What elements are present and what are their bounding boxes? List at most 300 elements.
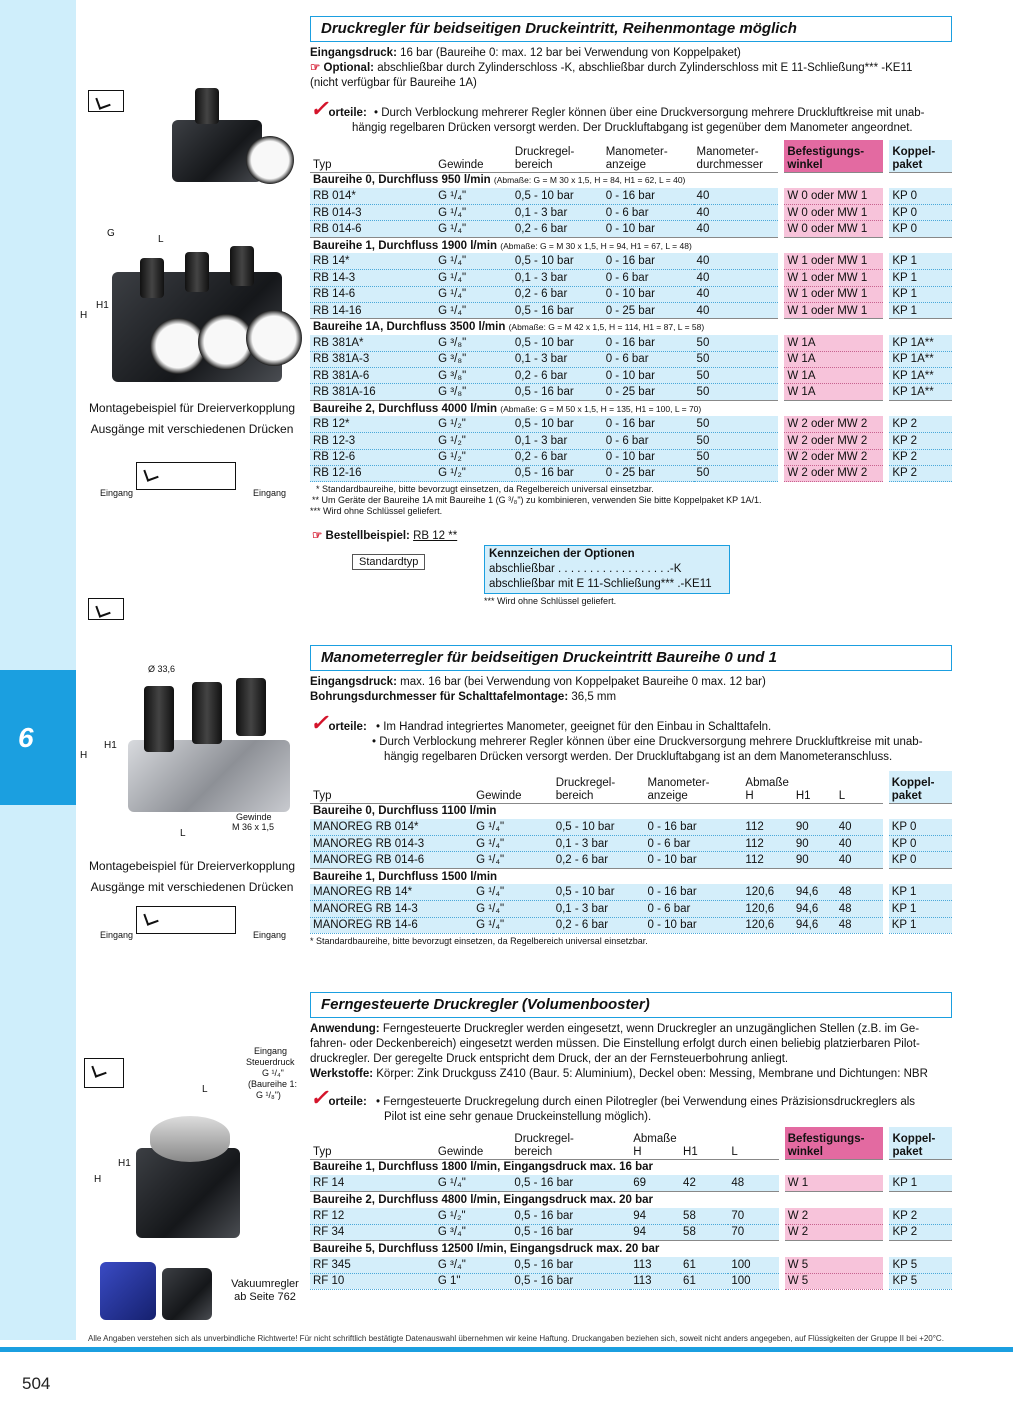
table-row[interactable] (310, 901, 952, 917)
cell-anzeige: 0 - 10 bar (603, 221, 694, 237)
cell-h: 69 (630, 1175, 680, 1191)
cell-l: 70 (728, 1224, 778, 1240)
cell-paket: KP 1A** (889, 384, 952, 400)
table-row[interactable] (310, 433, 952, 449)
cell-typ: RB 14* (310, 253, 435, 269)
col-bereich: Druckregel- bereich (514, 145, 575, 171)
table-row[interactable] (310, 270, 952, 286)
bohrung-label: Bohrungsdurchmesser für Schalttafelmontage: (310, 691, 569, 703)
group-header-row (310, 319, 952, 335)
col-paket: Koppel- paket (889, 140, 952, 172)
mounting-caption-2: Ausgänge mit verschiedenen Drücken (90, 880, 294, 894)
cell-anzeige: 0 - 25 bar (603, 302, 694, 318)
group-header-row (310, 172, 952, 188)
footnote-3: *** Wird ohne Schlüssel geliefert. (310, 506, 443, 517)
cell-winkel: W 1 (785, 1175, 884, 1191)
cell-gewinde: G ¹/₄" (435, 221, 512, 237)
group-header-row (310, 400, 952, 416)
cell-bereich: 0,2 - 6 bar (553, 917, 645, 933)
optional-text: abschließbar durch Zylinderschloss -K, abschließbar durch Zylinderschloss mit E 11-Schließung*** -KE11 (377, 62, 913, 74)
cell-winkel: W 2 (785, 1208, 884, 1224)
cell-winkel: W 1 oder MW 1 (784, 270, 883, 286)
mounting-caption-1: Montagebeispiel für Dreierverkopplung (88, 859, 296, 873)
cell-anzeige: 0 - 25 bar (603, 384, 694, 400)
col-typ: Typ (313, 789, 332, 802)
cell-bereich: 0,5 - 10 bar (512, 416, 603, 432)
cell-l: 100 (728, 1257, 778, 1273)
cell-winkel: W 1 oder MW 1 (784, 302, 883, 318)
cell-paket: KP 1A** (889, 351, 952, 367)
cell-paket: KP 2 (889, 465, 952, 481)
cell-winkel: W 0 oder MW 1 (784, 188, 883, 204)
section-title: Ferngesteuerte Druckregler (Volumenbooster) (310, 992, 952, 1018)
footnote-2: ** Um Geräte der Baureihe 1A mit Baureihe 1 (G ³/₈") zu kombinieren, verwenden Sie bitte Koppelpaket KP 1A/1. (312, 495, 762, 506)
cell-typ: RF 10 (310, 1273, 435, 1289)
cell-typ: MANOREG RB 14-3 (310, 901, 473, 917)
manometer-gauge-icon (246, 136, 294, 184)
table-row[interactable] (310, 1224, 952, 1240)
cell-typ: MANOREG RB 014-6 (310, 852, 473, 868)
table-row[interactable] (310, 286, 952, 302)
cell-durchmesser: 50 (694, 368, 779, 384)
cell-gewinde: G ³/₈" (435, 384, 512, 400)
group-title: Baureihe 0, Durchfluss 950 l/min (Abmaße: G = M 30 x 1,5, H = 84, H1 = 62, L = 40) (310, 172, 778, 188)
dim-label-h: H (80, 310, 88, 321)
table-row[interactable] (310, 253, 952, 269)
dim-label-h1: H1 (96, 300, 109, 311)
eingang-label: Eingang (254, 1046, 288, 1056)
cell-winkel: W 1A (784, 368, 883, 384)
booster-cover-icon (150, 1116, 230, 1162)
cell-bereich: 0,5 - 16 bar (512, 384, 603, 400)
cell-paket: KP 1 (889, 1175, 952, 1191)
cell-gewinde: G ¹/₂" (435, 433, 512, 449)
cell-gewinde: G ³/₈" (435, 368, 512, 384)
cell-h: 112 (742, 852, 792, 868)
dim-label-h: H (80, 750, 88, 761)
baureihe-thread: G ¹/₈") (256, 1090, 281, 1100)
col-typ: Typ (313, 1145, 332, 1158)
cell-typ: RF 34 (310, 1224, 435, 1240)
cell-winkel: W 1A (784, 335, 883, 351)
group-header-row (310, 1192, 952, 1208)
cell-h1: 58 (680, 1224, 728, 1240)
cell-gewinde: G ¹/₄" (435, 188, 512, 204)
cell-gewinde: G ¹/₄" (435, 253, 512, 269)
group-header-row (310, 803, 952, 819)
cell-h1: 94,6 (793, 884, 836, 900)
cell-paket: KP 0 (889, 819, 952, 835)
regulator-knob-icon (144, 686, 174, 752)
col-anzeige: Manometer- anzeige (647, 776, 710, 802)
disclaimer-footer: Alle Angaben verstehen sich als unverbindliche Richtwerte! Für nicht schriftlich bestätigte Datenauswahl übernehmen wir keine Haftung. Druckangaben beziehen sich, soweit nicht anders angegeben, auf Flüssigkeiten der Gruppe II bei +20°C. (88, 1334, 944, 1343)
booster-symbol-icon (84, 1058, 124, 1088)
dim-label-h: H (94, 1174, 102, 1185)
cell-gewinde: G ³/₄" (435, 1257, 512, 1273)
werkstoffe-text: Körper: Zink Druckguss Z410 (Baur. 5: Aluminium), Deckel oben: Messing, Membrane und Dichtungen: NBR (376, 1068, 928, 1080)
eingang-right-label: Eingang (253, 488, 287, 498)
vorteile-text-1: • Im Handrad integriertes Manometer, geeignet für den Einbau in Schalttafeln. (375, 721, 772, 733)
table-row[interactable] (310, 1273, 952, 1289)
checkmark-icon: ✓ (310, 96, 329, 121)
cell-bereich: 0,5 - 16 bar (511, 1208, 630, 1224)
cell-durchmesser: 50 (694, 449, 779, 465)
cell-anzeige: 0 - 16 bar (603, 188, 694, 204)
cell-h1: 61 (680, 1273, 728, 1289)
cell-anzeige: 0 - 10 bar (645, 917, 743, 933)
table-row[interactable] (310, 302, 952, 318)
cell-anzeige: 0 - 6 bar (645, 901, 743, 917)
bestell-value: RB 12 ** (413, 530, 458, 542)
group-title: Baureihe 5, Durchfluss 12500 l/min, Eingangsdruck max. 20 bar (310, 1240, 779, 1256)
cell-winkel: W 2 oder MW 2 (784, 416, 883, 432)
cell-paket: KP 2 (889, 1224, 952, 1240)
section-manometerregler (310, 645, 952, 947)
col-h1: H1 (683, 1145, 698, 1158)
col-l: L (838, 789, 846, 802)
cell-h: 94 (630, 1208, 680, 1224)
cell-paket: KP 1 (889, 884, 952, 900)
cell-typ: RB 381A-6 (310, 368, 435, 384)
vorteile-text-3: hängig regelbaren Drücken versorgt werden. Der Druckluftabgang ist an dem Manometeranschluss. (384, 751, 893, 763)
pointing-hand-icon: ☞ (312, 530, 323, 542)
product-table-rf (310, 1127, 952, 1290)
table-row[interactable] (310, 1208, 952, 1224)
eingangsdruck-line (310, 46, 952, 61)
table-row[interactable] (310, 384, 952, 400)
cell-bereich: 0,1 - 3 bar (512, 270, 603, 286)
dim-diameter: Ø 33,6 (148, 664, 176, 674)
vorteile-block (310, 710, 952, 765)
table-row[interactable] (310, 368, 952, 384)
cell-gewinde: G ¹/₂" (435, 465, 512, 481)
cell-winkel: W 5 (785, 1273, 884, 1289)
table-row[interactable] (310, 852, 952, 868)
col-l: L (731, 1145, 738, 1158)
group-header-row (310, 237, 952, 253)
cell-paket: KP 0 (889, 221, 952, 237)
table-row[interactable] (310, 884, 952, 900)
vorteile-text-1: • Ferngesteuerte Druckregelung durch einen Pilotregler (bei Verwendung eines Präzisionsdruckreglers als (375, 1096, 916, 1108)
gewinde-value: M 36 x 1,5 (232, 822, 275, 832)
mounting-caption-1: Montagebeispiel für Dreierverkopplung (88, 401, 296, 415)
eingangsdruck-line (310, 675, 952, 690)
product-image-vacuum-black (162, 1268, 212, 1320)
table-row[interactable] (310, 1257, 952, 1273)
cell-typ: RB 014* (310, 188, 435, 204)
cell-anzeige: 0 - 16 bar (645, 819, 743, 835)
cell-anzeige: 0 - 6 bar (603, 433, 694, 449)
optional-line (310, 61, 952, 76)
cell-paket: KP 5 (889, 1273, 952, 1289)
group-title: Baureihe 2, Durchfluss 4000 l/min (Abmaße: G = M 50 x 1,5, H = 135, H1 = 100, L = 70) (310, 400, 778, 416)
optionen-note: *** Wird ohne Schlüssel geliefert. (484, 596, 617, 606)
table-row[interactable] (310, 917, 952, 933)
cell-l: 100 (728, 1273, 778, 1289)
cell-gewinde: G ¹/₄" (473, 852, 553, 868)
werkstoffe-label: Werkstoffe: (310, 1068, 374, 1080)
table-row[interactable] (310, 351, 952, 367)
section-title: Manometerregler für beidseitigen Druckeintritt Baureihe 0 und 1 (310, 645, 952, 671)
cell-paket: KP 1 (889, 253, 952, 269)
pointing-hand-icon: ☞ (310, 62, 321, 74)
cell-bereich: 0,1 - 3 bar (553, 901, 645, 917)
dim-label-g: G (107, 228, 115, 239)
cell-durchmesser: 40 (694, 253, 779, 269)
cell-h1: 90 (793, 819, 836, 835)
cell-h1: 94,6 (793, 917, 836, 933)
col-h: Abmaße H (633, 1132, 677, 1158)
cell-gewinde: G ¹/₄" (435, 205, 512, 221)
optional-label: Optional: (323, 62, 374, 74)
group-title: Baureihe 1, Durchfluss 1500 l/min (310, 868, 883, 884)
steuer-thread-label: G ¹/₄" (262, 1068, 284, 1078)
cell-paket: KP 0 (889, 205, 952, 221)
cell-h: 120,6 (742, 917, 792, 933)
cell-l: 70 (728, 1208, 778, 1224)
regulator-knob-icon (192, 682, 222, 744)
cell-h: 120,6 (742, 884, 792, 900)
cell-gewinde: G ¹/₂" (435, 1208, 512, 1224)
col-durchmesser: Manometer- durchmesser (696, 145, 764, 171)
eingang-left-label: Eingang (100, 488, 134, 498)
table-row[interactable] (310, 188, 952, 204)
checkmark-icon: ✓ (310, 710, 329, 735)
cell-winkel: W 1A (784, 384, 883, 400)
cell-typ: MANOREG RB 14-6 (310, 917, 473, 933)
cell-durchmesser: 50 (694, 465, 779, 481)
cell-gewinde: G ¹/₄" (473, 901, 553, 917)
cell-gewinde: G ¹/₄" (473, 836, 553, 852)
cell-h1: 90 (793, 836, 836, 852)
cell-l: 48 (836, 917, 883, 933)
table-row[interactable] (310, 416, 952, 432)
cell-winkel: W 0 oder MW 1 (784, 205, 883, 221)
chapter-number: 6 (18, 722, 34, 753)
eingangsdruck-label: Eingangsdruck: (310, 47, 397, 59)
option-ke11: abschließbar mit E 11-Schließung*** .-KE11 (489, 578, 712, 590)
cell-winkel: W 2 oder MW 2 (784, 433, 883, 449)
cell-anzeige: 0 - 6 bar (603, 205, 694, 221)
cell-bereich: 0,5 - 10 bar (512, 253, 603, 269)
cell-durchmesser: 40 (694, 286, 779, 302)
optionen-box (484, 545, 730, 594)
cell-l: 40 (836, 819, 883, 835)
cell-gewinde: G ¹/₂" (435, 416, 512, 432)
cell-typ: RB 381A-16 (310, 384, 435, 400)
cell-winkel: W 5 (785, 1257, 884, 1273)
table-row[interactable] (310, 465, 952, 481)
eingang-left-label: Eingang (100, 930, 134, 940)
regulator-symbol-icon (88, 598, 124, 620)
cell-anzeige: 0 - 10 bar (603, 368, 694, 384)
cell-gewinde: G ¹/₄" (473, 884, 553, 900)
group-title: Baureihe 1A, Durchfluss 3500 l/min (Abmaße: G = M 42 x 1,5, H = 114, H1 = 87, L = 58) (310, 319, 778, 335)
cell-bereich: 0,5 - 16 bar (512, 465, 603, 481)
standardtyp-box: Standardtyp (352, 554, 425, 570)
cell-anzeige: 0 - 16 bar (603, 416, 694, 432)
cell-paket: KP 2 (889, 416, 952, 432)
cell-paket: KP 0 (889, 852, 952, 868)
regulator-knob-icon (185, 252, 209, 292)
cell-typ: RB 014-6 (310, 221, 435, 237)
cell-typ: RF 12 (310, 1208, 435, 1224)
cell-bereich: 0,1 - 3 bar (512, 205, 603, 221)
cell-typ: RB 12-3 (310, 433, 435, 449)
col-gewinde: Gewinde (476, 789, 522, 802)
col-bereich: Druckregel- bereich (514, 1132, 574, 1158)
footnote-1: * Standardbaureihe, bitte bevorzugt einsetzen, da Regelbereich universal einsetzbar. (310, 935, 648, 946)
chapter-tab[interactable] (0, 670, 76, 805)
gewinde-label: Gewinde (236, 812, 272, 822)
cell-bereich: 0,5 - 10 bar (553, 884, 645, 900)
bohrung-value: 36,5 mm (571, 691, 617, 703)
triple-coupling-symbol-icon (136, 462, 236, 490)
section-title: Druckregler für beidseitigen Druckeintritt, Reihenmontage möglich (310, 16, 952, 42)
cell-bereich: 0,1 - 3 bar (512, 351, 603, 367)
col-gewinde: Gewinde (437, 1145, 484, 1158)
product-table-rb (310, 140, 952, 482)
triple-coupling-symbol-icon (136, 906, 236, 934)
cell-h: 112 (742, 819, 792, 835)
bottom-bar (0, 1347, 1013, 1352)
col-paket: Koppel- paket (889, 771, 952, 803)
cell-gewinde: G ¹/₄" (473, 917, 553, 933)
table-row[interactable] (310, 335, 952, 351)
cell-durchmesser: 50 (694, 335, 779, 351)
cell-winkel: W 0 oder MW 1 (784, 221, 883, 237)
cell-bereich: 0,2 - 6 bar (512, 449, 603, 465)
dim-label-h1: H1 (118, 1158, 131, 1169)
cell-gewinde: G ¹/₄" (435, 302, 512, 318)
cell-typ: RF 345 (310, 1257, 435, 1273)
anwendung-label: Anwendung: (310, 1023, 380, 1035)
col-winkel: Befestigungs- winkel (785, 1127, 884, 1159)
group-header-row (310, 1240, 952, 1256)
cell-typ: RB 14-3 (310, 270, 435, 286)
cell-typ: RB 12* (310, 416, 435, 432)
cell-bereich: 0,5 - 16 bar (512, 302, 603, 318)
cell-h: 112 (742, 836, 792, 852)
dim-label-h1: H1 (104, 740, 117, 751)
cell-bereich: 0,2 - 6 bar (512, 286, 603, 302)
cell-h1: 61 (680, 1257, 728, 1273)
cell-anzeige: 0 - 6 bar (645, 836, 743, 852)
optional-text-2: (nicht verfügbar für Baureihe 1A) (310, 77, 477, 89)
cell-paket: KP 2 (889, 449, 952, 465)
cell-winkel: W 1 oder MW 1 (784, 253, 883, 269)
cell-winkel: W 2 oder MW 2 (784, 449, 883, 465)
cell-h: 94 (630, 1224, 680, 1240)
table-row[interactable] (310, 205, 952, 221)
cell-h: 120,6 (742, 901, 792, 917)
cell-typ: RF 14 (310, 1175, 435, 1191)
dim-label-l: L (158, 234, 164, 245)
eingangsdruck-label: Eingangsdruck: (310, 676, 397, 688)
cell-h1: 94,6 (793, 901, 836, 917)
vakuum-caption-2: ab Seite 762 (234, 1291, 296, 1303)
group-title: Baureihe 0, Durchfluss 1100 l/min (310, 803, 883, 819)
anwendung-line (310, 1022, 952, 1037)
cell-paket: KP 5 (889, 1257, 952, 1273)
cell-gewinde: G ¹/₄" (435, 286, 512, 302)
cell-paket: KP 1 (889, 917, 952, 933)
cell-bereich: 0,1 - 3 bar (553, 836, 645, 852)
col-anzeige: Manometer- anzeige (605, 145, 668, 171)
cell-gewinde: G 1" (435, 1273, 512, 1289)
vorteile-label: orteile: (328, 107, 367, 119)
table-row[interactable] (310, 221, 952, 237)
cell-bereich: 0,5 - 16 bar (511, 1273, 630, 1289)
optionen-title: Kennzeichen der Optionen (489, 548, 635, 560)
col-winkel: Befestigungs- winkel (784, 140, 883, 172)
vorteile-text-2: • Durch Verblockung mehrerer Regler können über eine Druckversorgung mehrere Druckluftkreise mit unab- (372, 736, 923, 748)
cell-h1: 90 (793, 852, 836, 868)
cell-anzeige: 0 - 6 bar (603, 351, 694, 367)
cell-typ: RB 381A* (310, 335, 435, 351)
cell-durchmesser: 40 (694, 205, 779, 221)
vorteile-text-2: hängig regelbaren Drücken versorgt werden. Der Druckluftabgang ist gegenüber dem Manometer angeordnet. (352, 122, 913, 134)
cell-l: 48 (728, 1175, 778, 1191)
regulator-knob-icon (236, 678, 266, 736)
cell-anzeige: 0 - 25 bar (603, 465, 694, 481)
cell-paket: KP 2 (889, 1208, 952, 1224)
cell-bereich: 0,1 - 3 bar (512, 433, 603, 449)
cell-gewinde: G ³/₈" (435, 351, 512, 367)
cell-gewinde: G ¹/₄" (435, 1175, 512, 1191)
cell-typ: RB 12-6 (310, 449, 435, 465)
cell-anzeige: 0 - 10 bar (645, 852, 743, 868)
vorteile-text-1: • Durch Verblockung mehrerer Regler können über eine Druckversorgung mehrere Druckluftkreise mit unab- (373, 107, 925, 119)
product-image-vacuum-blue (100, 1262, 156, 1320)
cell-l: 48 (836, 884, 883, 900)
cell-l: 48 (836, 901, 883, 917)
cell-h: 113 (630, 1257, 680, 1273)
table-row[interactable] (310, 1175, 952, 1191)
footnote-1: * Standardbaureihe, bitte bevorzugt einsetzen, da Regelbereich universal einsetzbar. (316, 484, 654, 495)
anwendung-text-2: fahren- oder Deckenbereich) eingesetzt werden müssen. Die Einstellung erfolgt durch einen beliebig platzierbaren Pilot- (310, 1038, 920, 1050)
col-gewinde: Gewinde (438, 158, 484, 171)
col-h: Abmaße H (745, 776, 789, 802)
table-row[interactable] (310, 819, 952, 835)
table-row[interactable] (310, 449, 952, 465)
dim-label-l: L (202, 1084, 208, 1095)
anwendung-text-1: Ferngesteuerte Druckregler werden eingesetzt, wenn Druckregler an unzugänglichen Stellen (z.B. im Ge- (382, 1023, 920, 1035)
vorteile-label: orteile: (328, 721, 367, 733)
cell-h1: 42 (680, 1175, 728, 1191)
vorteile-block (310, 96, 952, 136)
cell-bereich: 0,5 - 16 bar (511, 1175, 630, 1191)
cell-bereich: 0,5 - 10 bar (512, 188, 603, 204)
cell-durchmesser: 40 (694, 188, 779, 204)
bestell-label: Bestellbeispiel: (325, 530, 410, 542)
cell-durchmesser: 50 (694, 384, 779, 400)
group-header-row (310, 868, 952, 884)
page-number: 504 (22, 1374, 51, 1393)
cell-typ: RB 14-6 (310, 286, 435, 302)
vorteile-label: orteile: (328, 1096, 367, 1108)
anwendung-text-3: druckregler. Der geregelte Druck entspricht dem Druck, der an der Fernsteuerbohrung anliegt. (310, 1053, 789, 1065)
cell-winkel: W 1 oder MW 1 (784, 286, 883, 302)
cell-bereich: 0,2 - 6 bar (512, 368, 603, 384)
mounting-caption-2: Ausgänge mit verschiedenen Drücken (90, 422, 294, 436)
cell-paket: KP 1 (889, 270, 952, 286)
steuerdruck-label: Steuerdruck (246, 1057, 295, 1067)
table-row[interactable] (310, 836, 952, 852)
col-typ: Typ (313, 158, 332, 171)
vorteile-text-2: Pilot ist eine sehr genaue Druckeinstellung möglich). (384, 1111, 652, 1123)
cell-anzeige: 0 - 6 bar (603, 270, 694, 286)
